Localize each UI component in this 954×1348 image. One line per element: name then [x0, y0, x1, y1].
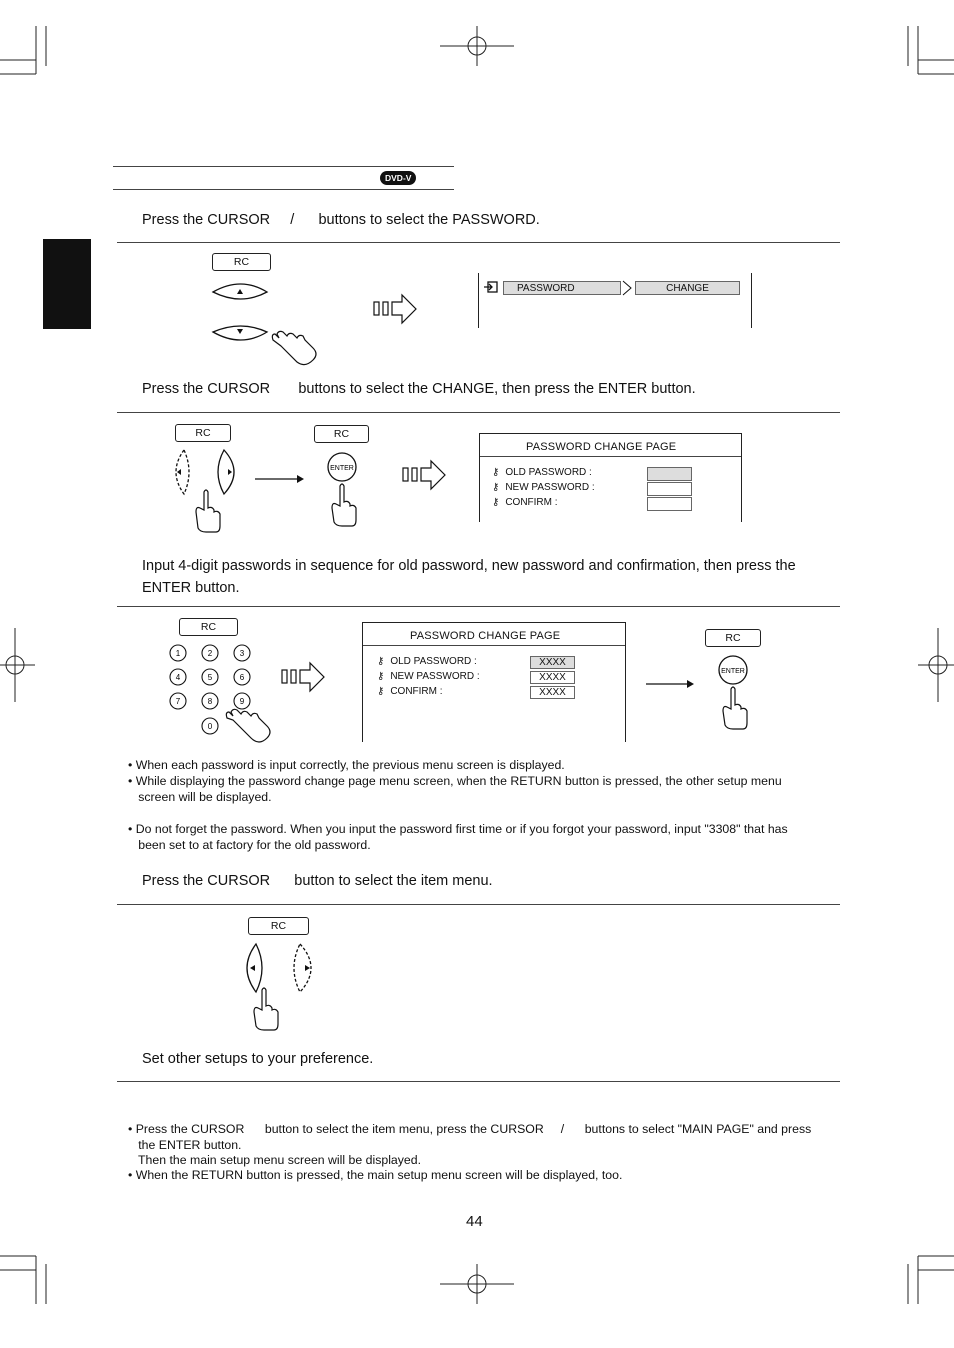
key-2: 2	[207, 649, 213, 658]
key-6: 6	[239, 673, 245, 682]
key-icon: ⚷	[377, 686, 385, 697]
new-password-label: NEW PASSWORD :	[505, 482, 595, 493]
rc-label: RC	[175, 424, 231, 442]
key-8: 8	[207, 697, 213, 706]
title-rule	[363, 645, 625, 646]
number-keypad	[165, 640, 280, 752]
old-password-label: OLD PASSWORD :	[505, 467, 592, 478]
key-icon: ⚷	[492, 497, 500, 508]
key-icon: ⚷	[492, 482, 500, 493]
step3-line1: Input 4-digit passwords in sequence for old password, new password and confirmation, then press the	[142, 558, 796, 574]
header-rule-top	[113, 166, 454, 167]
enter-label: ENTER	[721, 668, 745, 675]
pointing-hand-icon	[272, 331, 316, 364]
header-rule-bottom	[113, 189, 454, 190]
step4-rule	[117, 904, 840, 905]
step5-text: Set other setups to your preference.	[142, 1051, 374, 1067]
rc-label: RC	[179, 618, 238, 636]
rc-label: RC	[314, 425, 369, 443]
key-1: 1	[175, 649, 181, 658]
key-icon: ⚷	[492, 467, 500, 478]
note-line: • Do not forget the password. When you input the password first time or if you forgot your password, input "3308" that has	[128, 822, 788, 836]
password-change-page-filled-screen	[362, 622, 626, 742]
rc-label: RC	[212, 253, 271, 271]
menu-item-change[interactable]	[635, 281, 740, 295]
old-password-field[interactable]: XXXX	[530, 656, 575, 669]
cursor-left-right-buttons	[166, 448, 246, 534]
note-line: Then the main setup menu screen will be displayed.	[128, 1153, 422, 1167]
key-0: 0	[207, 722, 213, 731]
arrow-next-icon	[372, 293, 420, 325]
rc-label: RC	[248, 917, 309, 935]
key-9: 9	[239, 697, 245, 706]
menu-item-change-label: CHANGE	[666, 282, 709, 294]
step5-rule	[117, 1081, 840, 1082]
pointing-hand-icon	[196, 490, 220, 532]
pointing-hand-icon	[332, 484, 356, 526]
old-password-row	[377, 656, 477, 667]
enter-label: ENTER	[330, 465, 354, 472]
arrow-next-icon	[401, 459, 449, 491]
arrow-next-icon	[280, 661, 328, 693]
new-password-row	[377, 671, 480, 682]
pointing-hand-icon	[254, 988, 278, 1030]
key-3: 3	[239, 649, 245, 658]
step3-rule	[117, 606, 840, 607]
title-rule	[480, 456, 741, 457]
chevron-right-icon	[621, 280, 633, 296]
step1-rule	[117, 242, 840, 243]
confirm-field[interactable]: XXXX	[530, 686, 575, 699]
cursor-left-right-buttons	[238, 940, 328, 1034]
note-line: screen will be displayed.	[128, 790, 272, 804]
step1-text: Press the CURSOR / buttons to select the PASSWORD.	[142, 212, 540, 228]
arrow-right-icon	[255, 473, 305, 485]
confirm-field[interactable]	[647, 497, 692, 511]
enter-button	[713, 655, 757, 733]
key-icon: ⚷	[377, 656, 385, 667]
pointing-hand-icon	[723, 687, 747, 729]
note-line: the ENTER button.	[128, 1138, 242, 1152]
page-number: 44	[466, 1213, 483, 1230]
new-password-field[interactable]: XXXX	[530, 671, 575, 684]
note-line: • Press the CURSOR button to select the item menu, press the CURSOR / buttons to select "MAIN PAGE" and press	[128, 1122, 812, 1136]
note-line: • When each password is input correctly, the previous menu screen is displayed.	[128, 758, 565, 772]
key-5: 5	[207, 673, 213, 682]
new-password-label: NEW PASSWORD :	[390, 671, 480, 682]
key-4: 4	[175, 673, 181, 682]
old-password-label: OLD PASSWORD :	[390, 656, 477, 667]
new-password-field[interactable]	[647, 482, 692, 496]
return-icon	[483, 281, 499, 294]
side-tab	[43, 239, 91, 329]
password-change-page-screen	[479, 433, 742, 522]
key-7: 7	[175, 697, 181, 706]
note-line: • While displaying the password change page menu screen, when the RETURN button is pressed, the other setup menu	[128, 774, 782, 788]
old-password-row	[492, 467, 592, 478]
page-title: PASSWORD CHANGE PAGE	[410, 630, 561, 642]
enter-button	[322, 452, 366, 528]
step2-text: Press the CURSOR buttons to select the CHANGE, then press the ENTER button.	[142, 381, 696, 397]
page-title: PASSWORD CHANGE PAGE	[526, 441, 677, 453]
rc-label: RC	[705, 629, 761, 647]
new-password-row	[492, 482, 595, 493]
step3-line2: ENTER button.	[142, 580, 240, 596]
note-line: • When the RETURN button is pressed, the main setup menu screen will be displayed, too.	[128, 1168, 623, 1182]
confirm-label: CONFIRM :	[505, 497, 558, 508]
cursor-up-down-buttons	[205, 276, 320, 372]
pointing-hand-icon	[226, 709, 270, 742]
arrow-right-icon	[646, 678, 696, 690]
step2-rule	[117, 412, 840, 413]
dvd-v-badge: DVD-V	[380, 171, 416, 185]
old-password-field[interactable]	[647, 467, 692, 481]
key-icon: ⚷	[377, 671, 385, 682]
menu-item-password-label: PASSWORD	[517, 282, 575, 294]
step4-text: Press the CURSOR button to select the item menu.	[142, 873, 493, 889]
menu-item-password[interactable]	[503, 281, 621, 295]
confirm-label: CONFIRM :	[390, 686, 443, 697]
confirm-row	[492, 497, 558, 508]
confirm-row	[377, 686, 443, 697]
note-line: been set to at factory for the old password.	[128, 838, 371, 852]
